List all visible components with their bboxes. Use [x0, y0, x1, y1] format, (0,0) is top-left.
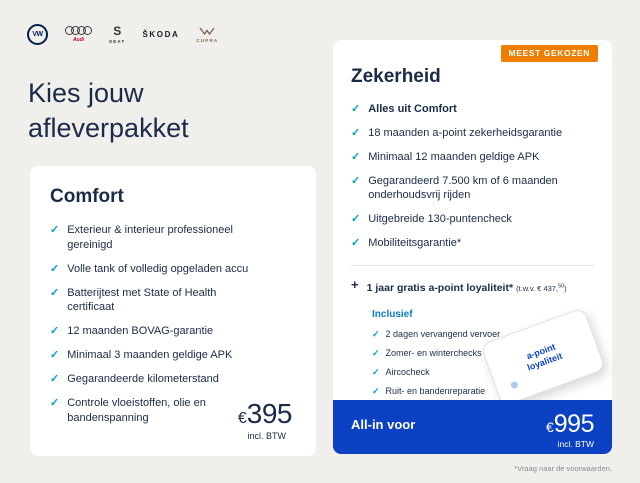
- comfort-price-amount: 395: [246, 398, 292, 429]
- check-icon: ✓: [372, 386, 380, 397]
- comfort-price-note: incl. BTW: [247, 431, 286, 441]
- loyalty-card-label: a-point loyaliteit: [525, 341, 564, 373]
- benefit-text: Exterieur & interieur professioneel gereinigd: [67, 224, 233, 251]
- check-icon: ✓: [351, 174, 361, 187]
- benefit-item: [50, 286, 296, 316]
- zekerheid-price-amount: 995: [553, 410, 594, 438]
- comfort-price: [238, 398, 292, 441]
- check-icon: ✓: [50, 372, 60, 385]
- check-icon: ✓: [351, 126, 361, 139]
- page-title: [28, 76, 189, 145]
- benefit-item: [50, 348, 296, 363]
- skoda-label: ŠKODA: [142, 30, 180, 39]
- loyalty-card-dot-icon: [510, 381, 519, 390]
- benefit-item: [351, 150, 594, 165]
- package-card-comfort[interactable]: [30, 166, 316, 456]
- section-divider: [351, 265, 594, 266]
- benefit-item: [50, 223, 296, 253]
- benefit-text: Minimaal 3 maanden geldige APK: [67, 349, 233, 362]
- cupra-logo-icon: [196, 27, 218, 43]
- comfort-benefits-list: [50, 223, 296, 425]
- check-icon: ✓: [50, 224, 60, 236]
- benefit-item: [50, 372, 296, 387]
- seat-label: SEAT: [109, 39, 126, 44]
- loyalty-offer-text: [367, 278, 567, 296]
- audi-label: Audi: [72, 37, 85, 43]
- loyalty-value-post: ): [564, 283, 567, 293]
- check-icon: ✓: [50, 396, 60, 409]
- plus-icon: +: [351, 276, 359, 292]
- benefit-text: Controle vloeistoffen, olie en bandenspanning: [67, 396, 206, 424]
- check-icon: ✓: [50, 262, 60, 275]
- volkswagen-logo-icon: [27, 24, 48, 45]
- benefit-item: [351, 102, 594, 117]
- seat-emblem: S: [113, 24, 122, 38]
- inclusief-label: Inclusief: [372, 308, 413, 320]
- audi-rings: [65, 26, 92, 35]
- inclusief-text: Aircocheck: [385, 367, 430, 378]
- comfort-card-title: Comfort: [50, 186, 124, 207]
- loyalty-offer: [351, 278, 594, 296]
- most-chosen-badge: MEEST GEKOZEN: [501, 45, 598, 62]
- benefit-item: [351, 174, 594, 204]
- inclusief-text: Zomer- en winterchecks: [385, 348, 482, 359]
- check-icon: ✓: [50, 349, 60, 362]
- zekerheid-card-title: Zekerheid: [351, 66, 441, 87]
- benefit-item: [351, 126, 594, 141]
- benefit-text: Uitgebreide 130-puntencheck: [368, 213, 512, 226]
- page-title-line2: afleverpakket: [28, 112, 189, 143]
- zekerheid-price: [546, 410, 594, 454]
- inclusief-text: Ruit- en bandenreparatie: [385, 386, 486, 397]
- benefit-text: Gegarandeerde kilometerstand: [67, 372, 219, 385]
- audi-logo-icon: [65, 26, 92, 43]
- comfort-price-line: [238, 398, 292, 430]
- benefit-text: Batterijtest met State of Health certificaat: [67, 286, 217, 314]
- benefit-text: 12 maanden BOVAG-garantie: [67, 325, 214, 338]
- benefit-item: [50, 324, 296, 339]
- terms-footnote: *Vraag naar de voorwaarden.: [514, 464, 612, 473]
- benefit-text: Minimaal 12 maanden geldige APK: [368, 150, 540, 163]
- loyalty-value: [516, 284, 567, 293]
- zekerheid-benefits-list: [351, 102, 594, 251]
- page-title-line1: Kies jouw: [28, 78, 144, 108]
- check-icon: ✓: [351, 237, 361, 250]
- check-icon: ✓: [351, 213, 361, 226]
- check-icon: ✓: [50, 325, 60, 338]
- loyalty-value-pre: (t.w.v. € 437,: [516, 283, 559, 293]
- inclusief-text: 2 dagen vervangend vervoer: [385, 328, 501, 339]
- check-icon: ✓: [372, 328, 380, 339]
- benefit-text: 18 maanden a-point zekerheidsgarantie: [368, 126, 563, 139]
- skoda-logo-icon: [142, 30, 179, 39]
- benefit-item: [50, 262, 296, 277]
- zekerheid-price-line: [546, 410, 594, 439]
- check-icon: ✓: [372, 367, 380, 378]
- cupra-label: CUPRA: [196, 37, 219, 43]
- zekerheid-price-note: incl. BTW: [557, 439, 594, 449]
- check-icon: ✓: [372, 348, 380, 359]
- brand-logo-bar: [27, 24, 218, 45]
- currency-symbol: €: [545, 419, 554, 435]
- benefit-text: Mobiliteitsgarantie*: [368, 237, 462, 250]
- check-icon: ✓: [351, 103, 361, 115]
- cupra-emblem: [199, 27, 215, 36]
- vw-emblem: VW: [27, 24, 48, 45]
- package-card-zekerheid[interactable]: [333, 40, 612, 454]
- loyalty-card-graphic: [480, 307, 606, 407]
- benefit-item: [351, 212, 594, 227]
- seat-logo-icon: [109, 25, 125, 44]
- loyalty-title: 1 jaar gratis a-point loyaliteit*: [366, 281, 514, 294]
- allin-price-bar: [333, 400, 612, 454]
- benefit-text: Volle tank of volledig opgeladen accu: [67, 262, 249, 275]
- check-icon: ✓: [50, 286, 60, 299]
- check-icon: ✓: [351, 150, 361, 163]
- currency-symbol: €: [237, 410, 247, 427]
- benefit-text: Gegarandeerd 7.500 km of 6 maanden onderhoudsvrij rijden: [368, 174, 558, 202]
- benefit-item: [351, 236, 594, 251]
- benefit-text: Alles uit Comfort: [368, 103, 457, 115]
- loyalty-value-sup: 50: [558, 283, 565, 290]
- allin-label: All-in voor: [351, 417, 416, 432]
